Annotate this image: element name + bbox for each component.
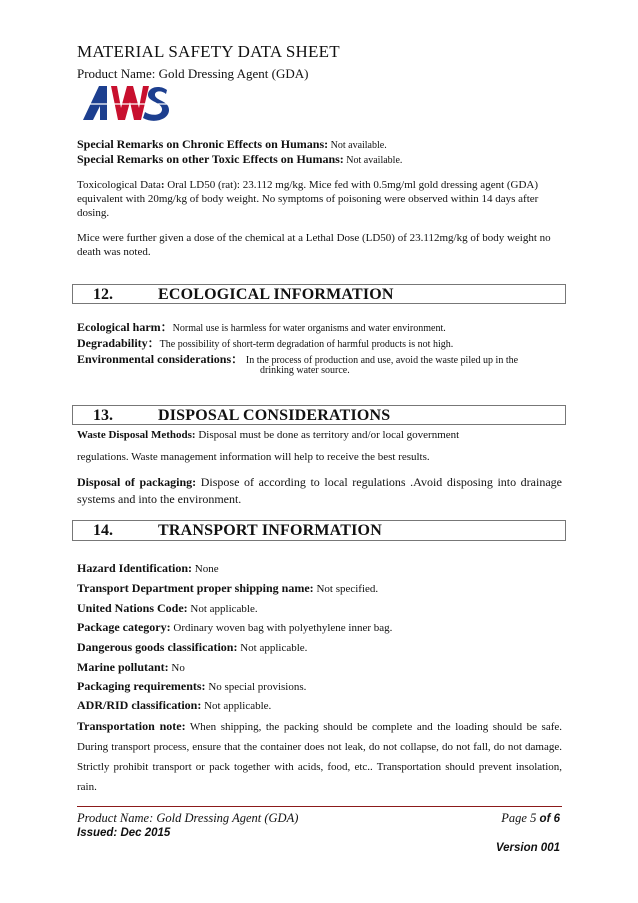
section-12-title: ECOLOGICAL INFORMATION <box>158 286 394 303</box>
transport-item <box>77 679 562 694</box>
chronic-effects-value: Not available. <box>328 140 387 151</box>
section-14-header <box>72 520 566 541</box>
disposal-of-packaging-paragraph <box>77 474 562 508</box>
degradability-value: The possibility of short-term degradation of harmful products is not high. <box>159 339 454 350</box>
transport-item-value: Ordinary woven bag with polyethylene inner bag. <box>170 622 393 634</box>
chronic-effects-label: Special Remarks on Chronic Effects on Humans: <box>77 137 329 151</box>
waste-disposal-value-1: Disposal must be done as territory and/or local government <box>195 429 460 441</box>
waste-disposal-label: Waste Disposal Methods: <box>77 429 196 441</box>
footer-page-current: 5 <box>530 811 537 825</box>
transport-item-label: Hazard Identification: <box>77 561 192 575</box>
transport-item <box>77 561 562 576</box>
transport-item-value: Not applicable. <box>187 603 258 615</box>
footer-page-of: of <box>536 813 554 825</box>
transport-item-label: Package category: <box>77 620 171 634</box>
toxicological-data-colon: : <box>160 179 165 191</box>
toxicological-data-label: Toxicological Data <box>77 179 161 191</box>
section-14-title: TRANSPORT INFORMATION <box>158 522 382 539</box>
transport-item-label: Transport Department proper shipping name: <box>77 581 314 595</box>
chronic-effects-line <box>77 137 562 153</box>
other-toxic-effects-line <box>77 152 562 168</box>
transport-item <box>77 640 562 655</box>
section-13-header <box>72 405 566 425</box>
other-toxic-effects-label: Special Remarks on other Toxic Effects on Humans: <box>77 152 344 166</box>
transport-item-value: No special provisions. <box>205 681 307 693</box>
transport-item <box>77 698 562 713</box>
section-12-header <box>72 284 566 304</box>
footer-version: Version 001 <box>495 842 560 854</box>
transport-item-value: No <box>168 662 185 674</box>
ecological-harm-label: Ecological harm： <box>77 320 173 334</box>
waste-disposal-line-2: regulations. Waste management information will help to receive the best results. <box>77 451 430 463</box>
environmental-considerations-label: Environmental considerations： <box>77 352 244 366</box>
other-toxic-effects-value: Not available. <box>343 155 403 166</box>
transport-item-label: Dangerous goods classification: <box>77 640 238 654</box>
footer-product-name <box>77 811 298 826</box>
footer-divider <box>77 806 562 807</box>
transport-item <box>77 601 562 616</box>
transportation-note-paragraph <box>77 716 562 797</box>
degradability-label: Degradability： <box>77 336 160 350</box>
section-12-number: 12. <box>93 286 113 303</box>
environmental-considerations-value-1: In the process of production and use, avoid the waste piled up in the <box>245 355 519 366</box>
environmental-considerations-value-2: drinking water source. <box>260 365 350 376</box>
ecological-harm-line <box>77 318 562 335</box>
document-title: MATERIAL SAFETY DATA SHEET <box>77 42 340 61</box>
toxicological-data-text: Oral LD50 (rat): 23.112 mg/kg. Mice fed with 0.5mg/ml gold dressing agent (GDA) equivalent with 20mg/kg of body weight. No symptoms of poisoning were observed within 14 days after dosing. <box>77 179 539 219</box>
company-logo <box>77 84 169 122</box>
section-13-number: 13. <box>93 407 113 424</box>
transport-item-label: United Nations Code: <box>77 601 188 615</box>
waste-disposal-line-1 <box>77 429 562 441</box>
disposal-of-packaging-value: Dispose of according to local regulations .Avoid disposing into drainage systems and into the environment. <box>77 475 562 506</box>
header-product-name: Product Name: Gold Dressing Agent (GDA) <box>77 66 309 81</box>
transport-item-value: Not applicable. <box>237 642 308 654</box>
transport-item-value: Not applicable. <box>201 700 272 712</box>
transport-item-label: ADR/RID classification: <box>77 698 202 712</box>
disposal-of-packaging-label: Disposal of packaging: <box>77 475 197 489</box>
footer-page-prefix: Page <box>501 811 531 825</box>
transport-item-value: None <box>192 563 219 575</box>
ecological-harm-value: Normal use is harmless for water organisms and water environment. <box>172 323 446 334</box>
transport-item <box>77 660 562 675</box>
section-14-number: 14. <box>93 522 113 539</box>
transport-item-value: Not specified. <box>313 583 379 595</box>
transport-item <box>77 581 562 596</box>
toxicological-data-paragraph <box>77 178 562 220</box>
footer-issued-date: Issued: Dec 2015 <box>77 827 171 839</box>
transport-item-label: Marine pollutant: <box>77 660 169 674</box>
footer-page-total: 6 <box>553 813 560 825</box>
footer-page-number <box>501 811 560 826</box>
transportation-note-value: When shipping, the packing should be complete and the loading should be safe. During transport process, ensure that the container does not leak, do not collapse, do not fall, do not damage. Strictly prohibit transport or pack together with acids, food, etc.. Transportation should prevent insolation, rain. <box>77 721 562 793</box>
footer-product-text: Product Name: Gold Dressing Agent (GDA) <box>77 811 299 825</box>
mice-dose-paragraph: Mice were further given a dose of the chemical at a Lethal Dose (LD50) of 23.112mg/kg of body weight no death was noted. <box>77 232 551 258</box>
transport-item <box>77 620 562 635</box>
section-13-title: DISPOSAL CONSIDERATIONS <box>158 407 391 424</box>
transportation-note-label: Transportation note: <box>77 719 186 733</box>
transport-item-label: Packaging requirements: <box>77 679 206 693</box>
degradability-line <box>77 334 562 351</box>
